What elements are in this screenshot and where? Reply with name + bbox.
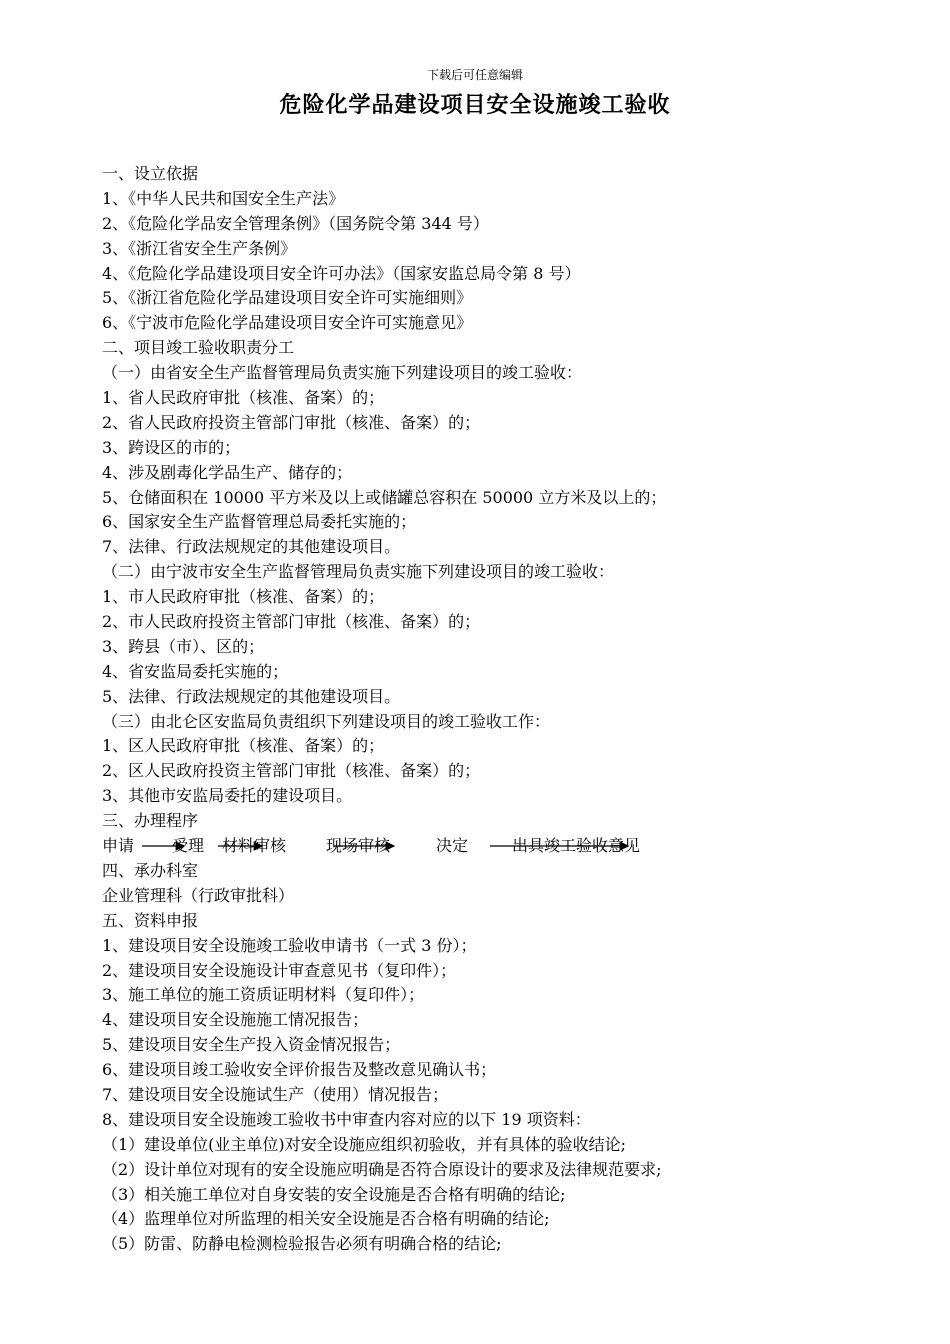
text-line: 6、建设项目竣工验收安全评价报告及整改意见确认书； — [102, 1060, 497, 1080]
text-line: 6、《宁波市危险化学品建设项目安全许可实施意见》 — [102, 313, 473, 333]
section-lines-before — [102, 162, 822, 834]
text-line: 3、其他市安监局委托的建设项目。 — [102, 786, 353, 806]
text-line: （5）防雷、防静电检测检验报告必须有明确合格的结论; — [102, 1234, 502, 1254]
text-line: 7、法律、行政法规规定的其他建设项目。 — [102, 537, 401, 557]
text-line: 1、市人民政府审批（核准、备案）的； — [102, 587, 385, 607]
text-line: （2）设计单位对现有的安全设施应明确是否符合原设计的要求及法律规范要求; — [102, 1159, 662, 1179]
text-line: （4）监理单位对所监理的相关安全设施是否合格有明确的结论; — [102, 1209, 550, 1229]
text-line: 6、国家安全生产监督管理总局委托实施的； — [102, 512, 417, 532]
text-line: 1、省人民政府审批（核准、备案）的； — [102, 388, 385, 408]
text-line: 3、跨设区的市的； — [102, 437, 241, 457]
text-line: 1、建设项目安全设施竣工验收申请书（一式 3 份）； — [102, 935, 477, 955]
document-title: 危险化学品建设项目安全设施竣工验收 — [279, 93, 671, 118]
text-line: 一、设立依据 — [102, 164, 199, 183]
flow-step-material-review: 材料审核 — [222, 836, 287, 856]
text-line: 五、资料申报 — [102, 910, 199, 930]
text-line: 二、项目竣工验收职责分工 — [102, 338, 295, 358]
text-line: 4、涉及剧毒化学品生产、储存的； — [102, 462, 353, 482]
text-line: 3、跨县（市）、区的； — [102, 636, 265, 656]
text-line: （3）相关施工单位对自身安装的安全设施是否合格有明确的结论; — [102, 1184, 566, 1204]
text-line: 2、省人民政府投资主管部门审批（核准、备案）的； — [102, 412, 481, 432]
text-line: 3、《浙江省安全生产条例》 — [102, 238, 297, 258]
text-line: 1、《中华人民共和国安全生产法》 — [102, 188, 345, 208]
flow-step-site-review: 现场审核 — [326, 836, 391, 856]
flow-step-issue-opinion: 出具竣工验收意见 — [512, 836, 641, 856]
flow-arrows — [102, 834, 662, 859]
text-line: （一）由省安全生产监督管理局负责实施下列建设项目的竣工验收： — [102, 363, 583, 383]
text-line: 1、区人民政府审批（核准、备案）的； — [102, 736, 385, 756]
flow-step-accept: 受理 — [172, 836, 205, 856]
text-line: 2、市人民政府投资主管部门审批（核准、备案）的； — [102, 612, 481, 632]
text-line: 四、承办科室 — [102, 860, 199, 880]
text-line: 2、区人民政府投资主管部门审批（核准、备案）的； — [102, 761, 481, 781]
flow-step-apply: 申请 — [102, 836, 135, 856]
text-line: （二）由宁波市安全生产监督管理局负责实施下列建设项目的竣工验收： — [102, 562, 615, 582]
text-line: 2、建设项目安全设施设计审查意见书（复印件）； — [102, 960, 457, 980]
text-line: 5、法律、行政法规规定的其他建设项目。 — [102, 686, 401, 706]
procedure-flow — [102, 834, 822, 859]
text-line: 3、施工单位的施工资质证明材料（复印件）； — [102, 985, 425, 1005]
text-line: 4、建设项目安全设施施工情况报告； — [102, 1010, 369, 1030]
text-line: （1）建设单位(业主单位)对安全设施应组织初验收，并有具体的验收结论; — [102, 1134, 627, 1154]
document-body — [102, 162, 822, 1257]
flow-step-decision: 决定 — [436, 836, 469, 856]
text-line: 5、建设项目安全生产投入资金情况报告； — [102, 1035, 401, 1055]
text-line: 8、建设项目安全设施竣工验收书中审查内容对应的以下 19 项资料： — [102, 1109, 591, 1129]
header-note: 下载后可任意编辑 — [426, 68, 523, 82]
text-line: 三、办理程序 — [102, 811, 199, 831]
text-line: 4、《危险化学品建设项目安全许可办法》（国家安监总局令第 8 号） — [102, 263, 581, 283]
text-line: （三）由北仑区安监局负责组织下列建设项目的竣工验收工作： — [102, 711, 551, 731]
text-line: 4、省安监局委托实施的； — [102, 661, 289, 681]
text-line: 2、《危险化学品安全管理条例》（国务院令第 344 号） — [102, 213, 489, 233]
text-line: 5、《浙江省危险化学品建设项目安全许可实施细则》 — [102, 288, 473, 308]
text-line: 7、建设项目安全设施试生产（使用）情况报告； — [102, 1084, 449, 1104]
text-line: 5、仓储面积在 10000 平方米及以上或储罐总容积在 50000 立方米及以上的； — [102, 487, 667, 507]
text-line: 企业管理科（行政审批科） — [102, 885, 295, 905]
section-lines-after — [102, 859, 822, 1257]
